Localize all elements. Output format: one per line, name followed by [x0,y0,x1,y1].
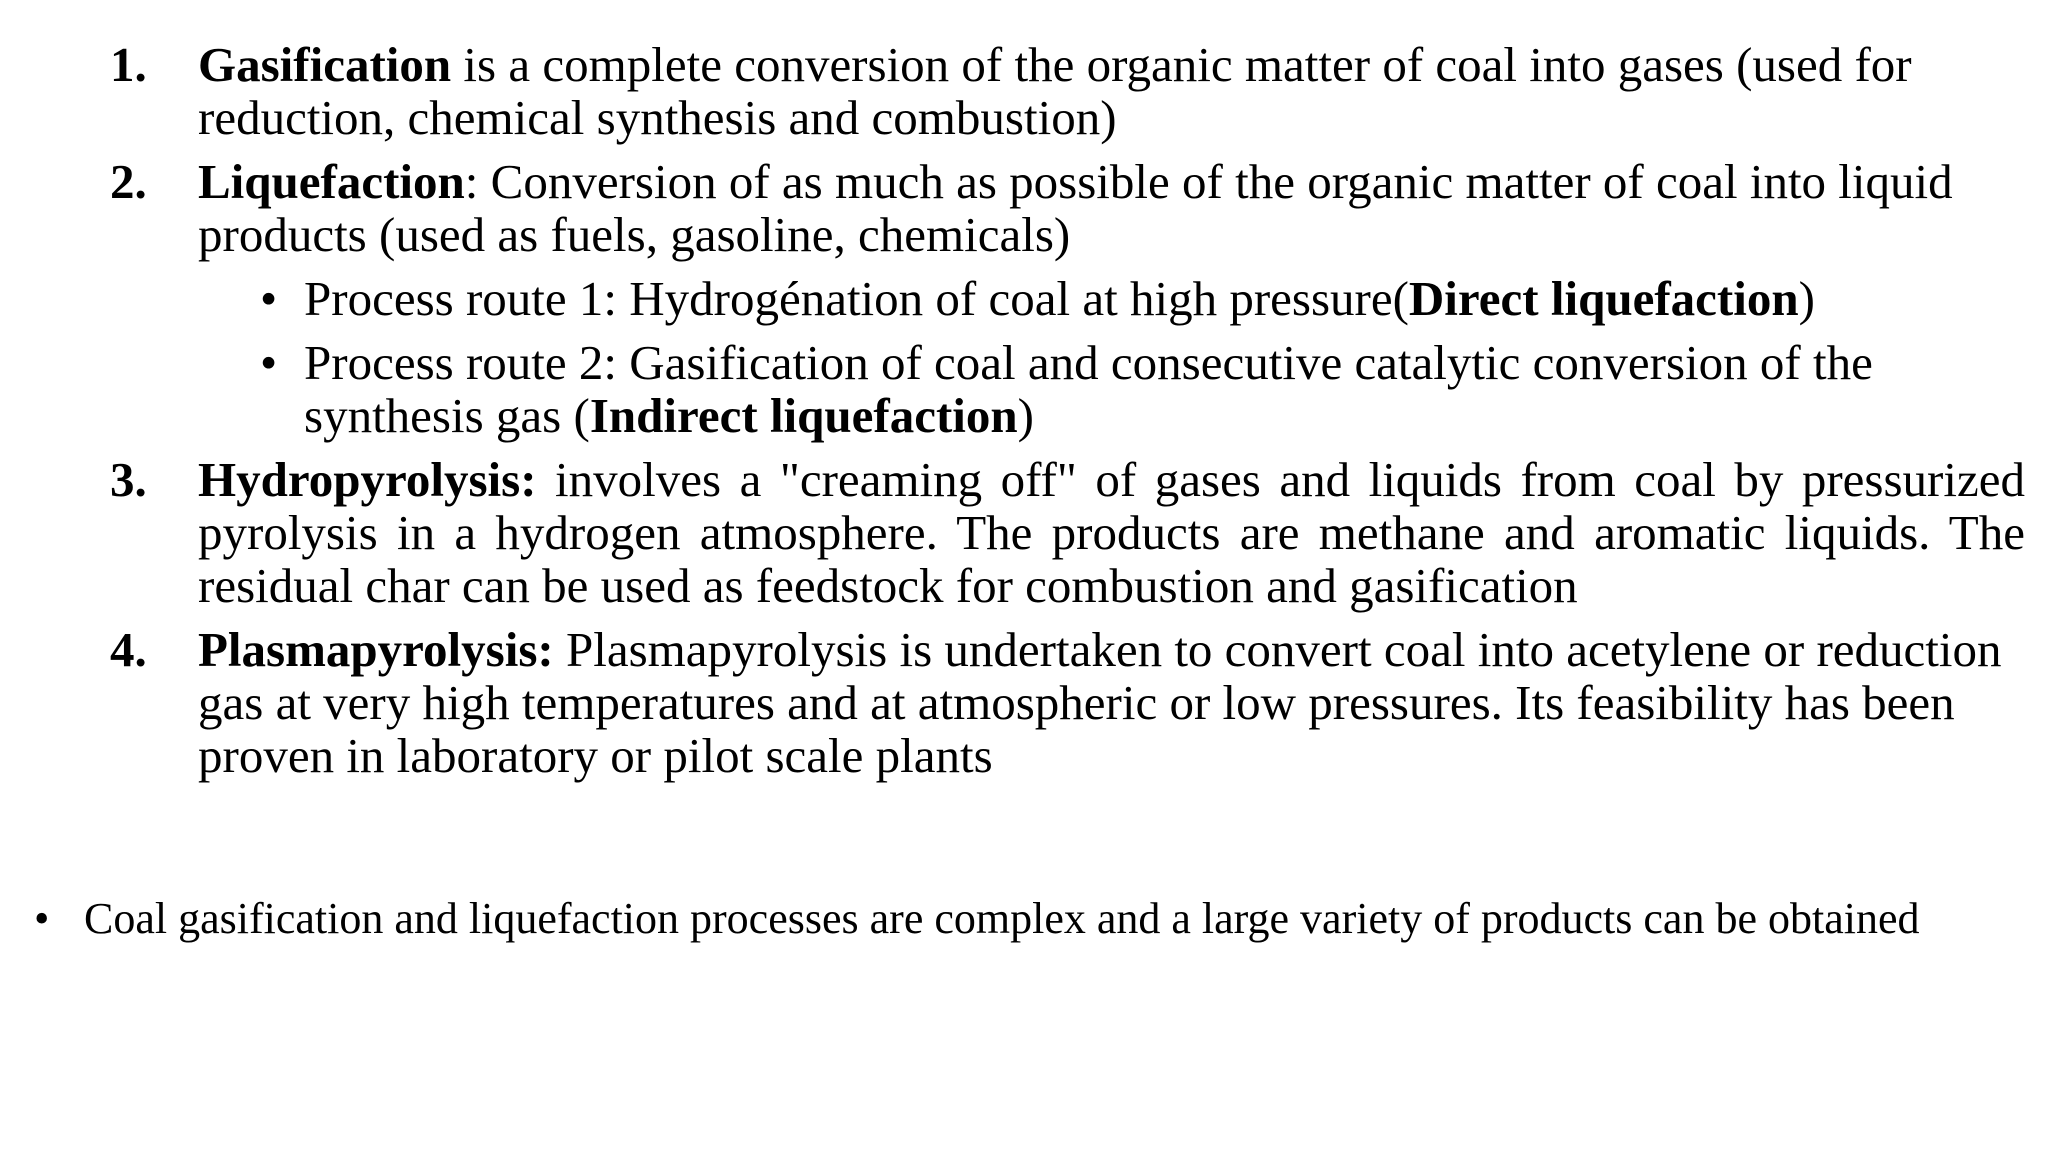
sub-text-after: ) [1017,388,1034,443]
sub-item-text [304,336,2025,442]
item-number: 1. [110,37,147,92]
item-title: Liquefaction [198,154,465,209]
sub-item-direct-liquefaction [260,272,2025,325]
summary-note [34,888,1994,950]
list-item-liquefaction [110,155,2025,442]
list-item-plasmapyrolysis [110,623,2025,782]
numbered-list [110,38,2025,793]
item-title: Gasification [198,37,452,92]
list-item-hydropyrolysis [110,453,2025,612]
item-body [198,155,2025,442]
sub-text-before: Process route 2: Gasification of coal and consecutive catalytic conversion of the synthesis gas ( [304,335,1873,443]
item-body [198,623,2025,782]
item-text: is a complete conversion of the organic matter of coal into gases (used for reduction, chemical synthesis and combustion) [198,37,1912,145]
item-title: Hydropyrolysis: [198,452,537,507]
sub-list [260,272,2025,442]
item-number: 4. [110,622,147,677]
list-item-gasification [110,38,2025,144]
sub-item-indirect-liquefaction [260,336,2025,442]
item-body [198,38,2025,144]
sub-text-before: Process route 1: Hydrogénation of coal at high pressure( [304,271,1409,326]
sub-text-bold: Direct liquefaction [1408,271,1799,326]
bullet-icon: • [260,335,278,390]
item-text: Plasmapyrolysis is undertaken to convert coal into acetylene or reduction gas at very high temperatures and at atmospheric or low pressures. Its feasibility has been proven in laboratory or pilot scale plants [198,622,2002,783]
item-title: Plasmapyrolysis: [198,622,554,677]
item-body [198,453,2025,612]
item-text: : Conversion of as much as possible of the organic matter of coal into liquid products (used as fuels, gasoline, chemicals) [198,154,1953,262]
bullet-icon: • [34,894,50,943]
sub-text-after: ) [1798,271,1815,326]
sub-text-bold: Indirect liquefaction [589,388,1018,443]
note-text: Coal gasification and liquefaction processes are complex and a large variety of products can be obtained [84,894,1920,943]
item-text: involves a "creaming off" of gases and liquids from coal by pressurized pyrolysis in a hydrogen atmosphere. The products are methane and aromatic liquids. The residual char can be used as feedstock for combustion and gasification [198,452,2025,613]
bullet-icon: • [260,271,278,326]
item-paragraph [198,155,2025,261]
item-number: 2. [110,154,147,209]
sub-item-text [304,272,2025,325]
item-number: 3. [110,452,147,507]
